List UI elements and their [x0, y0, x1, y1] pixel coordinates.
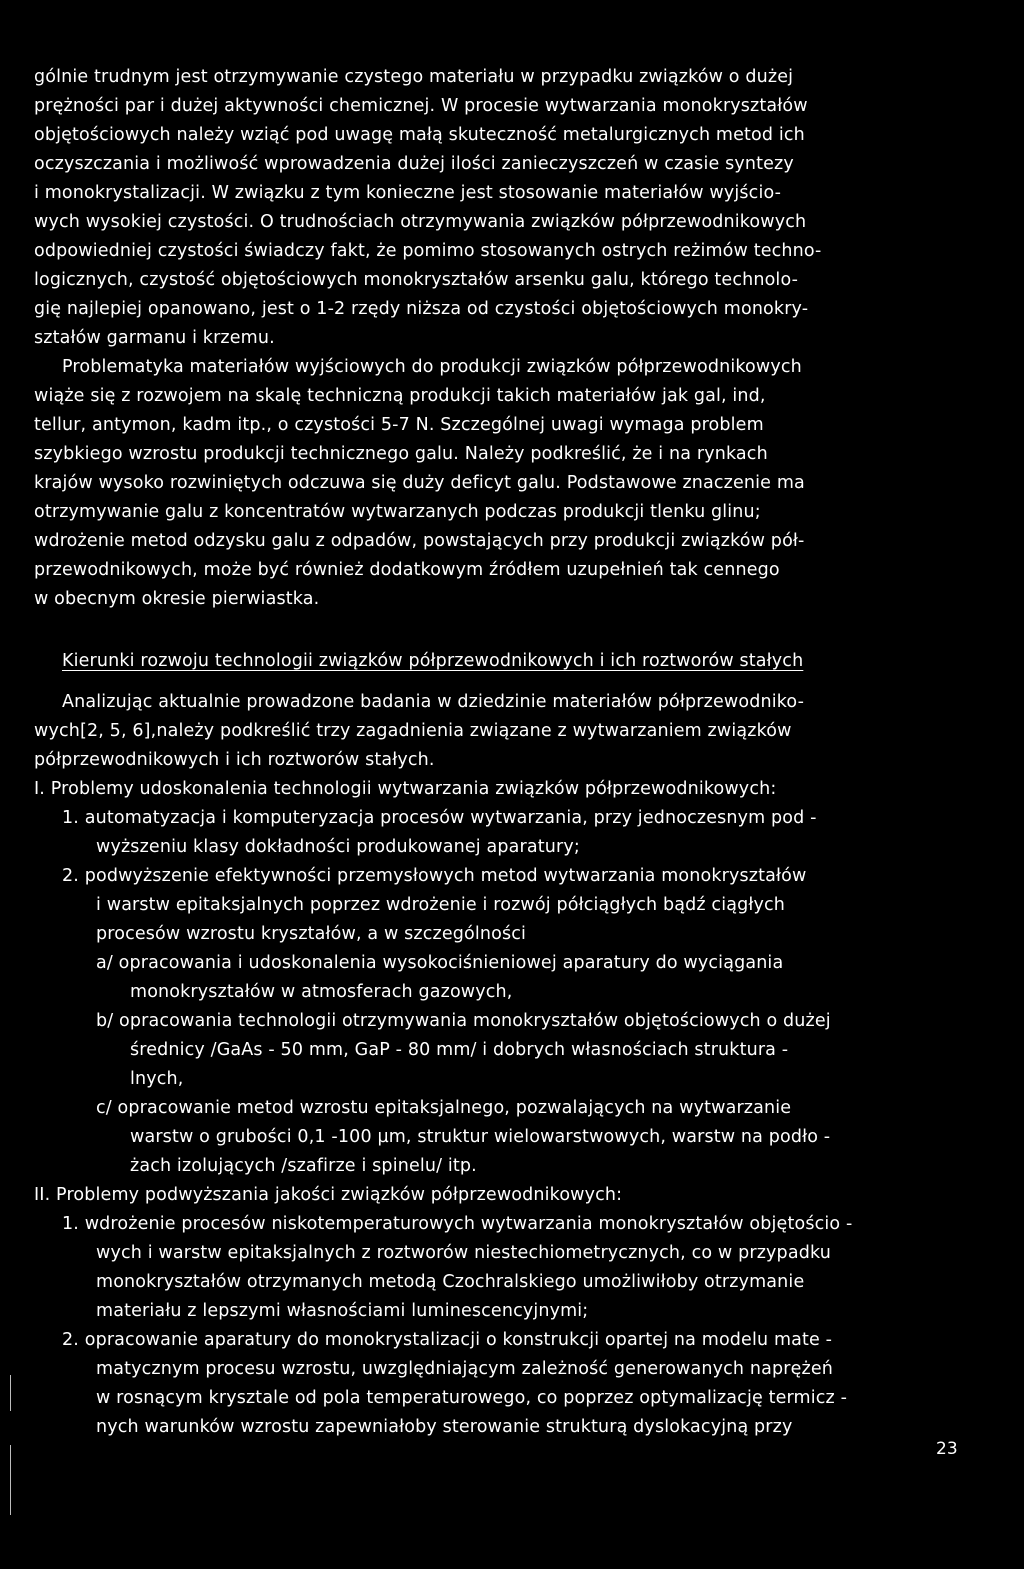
list-subitem: c/ opracowanie metod wzrostu epitaksjalnego, pozwalających na wytwarzanie — [96, 1098, 792, 1118]
paragraph-1-line: oczyszczania i możliwość wprowadzenia dużej ilości zanieczyszczeń w czasie syntezy — [34, 154, 794, 174]
list-item: w rosnącym krysztale od pola temperaturowego, co poprzez optymalizację termicz - — [96, 1388, 848, 1408]
paragraph-1-line: i monokrystalizacji. W związku z tym konieczne jest stosowanie materiałów wyjścio- — [34, 183, 782, 203]
paragraph-1-line: ształów garmanu i krzemu. — [34, 328, 275, 348]
paragraph-1-line: objętościowych należy wziąć pod uwagę małą skuteczność metalurgicznych metod ich — [34, 125, 805, 145]
margin-mark — [10, 1375, 11, 1411]
list-subitem: żach izolujących /szafirze i spinelu/ itp. — [130, 1156, 477, 1176]
paragraph-2-line: Problematyka materiałów wyjściowych do produkcji związków półprzewodnikowych — [62, 357, 802, 377]
paragraph-1-line: gię najlepiej opanowano, jest o 1-2 rzędy niższa od czystości objętościowych monokry- — [34, 299, 809, 319]
list-subitem: lnych, — [130, 1069, 184, 1089]
margin-mark — [10, 1445, 11, 1515]
list-item: 1. automatyzacja i komputeryzacja procesów wytwarzania, przy jednoczesnym pod - — [62, 808, 817, 828]
paragraph-2-line: krajów wysoko rozwiniętych odczuwa się duży deficyt galu. Podstawowe znaczenie ma — [34, 473, 805, 493]
list-item: wych i warstw epitaksjalnych z roztworów niestechiometrycznych, co w przypadku — [96, 1243, 831, 1263]
list-heading: II. Problemy podwyższania jakości związków półprzewodnikowych: — [34, 1185, 623, 1205]
paragraph-3-line: wych[2, 5, 6],należy podkreślić trzy zagadnienia związane z wytwarzaniem związków — [34, 721, 792, 741]
paragraph-2-line: w obecnym okresie pierwiastka. — [34, 589, 320, 609]
list-item: i warstw epitaksjalnych poprzez wdrożenie i rozwój półciągłych bądź ciągłych — [96, 895, 785, 915]
section-heading: Kierunki rozwoju technologii związków półprzewodnikowych i ich roztworów stałych — [62, 651, 804, 671]
paragraph-1-line: odpowiedniej czystości świadczy fakt, że pomimo stosowanych ostrych reżimów techno- — [34, 241, 822, 261]
paragraph-2-line: wiąże się z rozwojem na skalę techniczną produkcji takich materiałów jak gal, ind, — [34, 386, 766, 406]
paragraph-1-line: gólnie trudnym jest otrzymywanie czystego materiału w przypadku związków o dużej — [34, 67, 794, 87]
list-item: wyższeniu klasy dokładności produkowanej aparatury; — [96, 837, 580, 857]
list-item: 1. wdrożenie procesów niskotemperaturowych wytwarzania monokryształów objętościo - — [62, 1214, 853, 1234]
paragraph-3-line: półprzewodnikowych i ich roztworów stałych. — [34, 750, 435, 770]
list-item: 2. opracowanie aparatury do monokrystalizacji o konstrukcji opartej na modelu mate - — [62, 1330, 833, 1350]
paragraph-1-line: wych wysokiej czystości. O trudnościach otrzymywania związków półprzewodnikowych — [34, 212, 807, 232]
paragraph-1-line: logicznych, czystość objętościowych monokryształów arsenku galu, którego technolo- — [34, 270, 799, 290]
paragraph-2-line: tellur, antymon, kadm itp., o czystości 5-7 N. Szczególnej uwagi wymaga problem — [34, 415, 764, 435]
paragraph-1-line: prężności par i dużej aktywności chemicznej. W procesie wytwarzania monokryształów — [34, 96, 808, 116]
paragraph-2-line: przewodnikowych, może być również dodatkowym źródłem uzupełnień tak cennego — [34, 560, 780, 580]
list-item: 2. podwyższenie efektywności przemysłowych metod wytwarzania monokryształów — [62, 866, 807, 886]
list-item: procesów wzrostu kryształów, a w szczególności — [96, 924, 527, 944]
list-subitem: średnicy /GaAs - 50 mm, GaP - 80 mm/ i dobrych własnościach struktura - — [130, 1040, 789, 1060]
list-item: monokryształów otrzymanych metodą Czochralskiego umożliwiłoby otrzymanie — [96, 1272, 805, 1292]
list-heading: I. Problemy udoskonalenia technologii wytwarzania związków półprzewodnikowych: — [34, 779, 777, 799]
list-item: matycznym procesu wzrostu, uwzględniającym zależność generowanych naprężeń — [96, 1359, 833, 1379]
list-subitem: b/ opracowania technologii otrzymywania monokryształów objętościowych o dużej — [96, 1011, 831, 1031]
list-item: nych warunków wzrostu zapewniałoby sterowanie strukturą dyslokacyjną przy — [96, 1417, 793, 1437]
list-subitem: monokryształów w atmosferach gazowych, — [130, 982, 513, 1002]
paragraph-3-line: Analizując aktualnie prowadzone badania w dziedzinie materiałów półprzewodniko- — [62, 692, 805, 712]
page-number: 23 — [936, 1439, 958, 1459]
paragraph-2-line: szybkiego wzrostu produkcji technicznego galu. Należy podkreślić, że i na rynkach — [34, 444, 768, 464]
list-subitem: a/ opracowania i udoskonalenia wysokociśnieniowej aparatury do wyciągania — [96, 953, 784, 973]
paragraph-2-line: wdrożenie metod odzysku galu z odpadów, powstających przy produkcji związków pół- — [34, 531, 805, 551]
list-subitem: warstw o grubości 0,1 -100 µm, struktur wielowarstwowych, warstw na podło - — [130, 1127, 831, 1147]
list-item: materiału z lepszymi własnościami luminescencyjnymi; — [96, 1301, 589, 1321]
paragraph-2-line: otrzymywanie galu z koncentratów wytwarzanych podczas produkcji tlenku glinu; — [34, 502, 761, 522]
